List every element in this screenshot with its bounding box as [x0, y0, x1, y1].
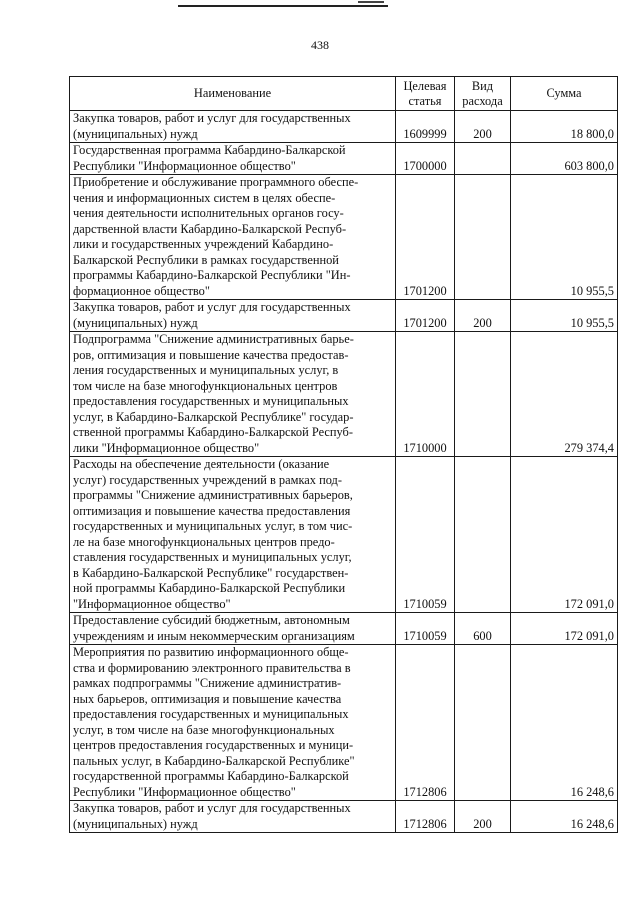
table-body — [70, 111, 618, 833]
row-expense-type — [455, 175, 511, 300]
top-rule — [178, 5, 388, 7]
table-row — [70, 332, 618, 457]
row-sum: 603 800,0 — [511, 143, 618, 175]
table-row — [70, 645, 618, 801]
row-sum: 172 091,0 — [511, 613, 618, 645]
row-expense-type: 600 — [455, 613, 511, 645]
row-name: Закупка товаров, работ и услуг для государственных (муниципальных) нужд — [70, 111, 396, 143]
header-name: Наименование — [70, 77, 396, 111]
row-name: Приобретение и обслуживание программного обеспе- чения и информационных систем в целях обеспе- чения деятельности исполнительных органов госу- дарственной власти Кабардино-Балкарской Респуб- лики и государственных учреждений Кабардино- Балкарской Республики в рамках государственной программы Кабардино-Балкарской Республики "Ин- формационное общество" — [70, 175, 396, 300]
table-row — [70, 111, 618, 143]
header-sum: Сумма — [511, 77, 618, 111]
row-target-article: 1701200 — [396, 300, 455, 332]
row-sum: 279 374,4 — [511, 332, 618, 457]
header-expense-type: Вид расхода — [455, 77, 511, 111]
row-target-article: 1700000 — [396, 143, 455, 175]
row-target-article: 1712806 — [396, 801, 455, 833]
row-target-article: 1710059 — [396, 457, 455, 613]
table-row — [70, 801, 618, 833]
budget-table — [69, 76, 618, 833]
table-row — [70, 175, 618, 300]
row-name: Закупка товаров, работ и услуг для государственных (муниципальных) нужд — [70, 300, 396, 332]
row-expense-type — [455, 457, 511, 613]
row-expense-type: 200 — [455, 111, 511, 143]
row-target-article: 1710059 — [396, 613, 455, 645]
row-name: Мероприятия по развитию информационного обще- ства и формированию электронного правительства в рамках подпрограммы "Снижение административ- ных барьеров, оптимизация и повышение качества предоставления государственных и муниципальных услуг, в том числе на базе многофункциональных центров предоставления государственных и муници- пальных услуг, в Кабардино-Балкарской Республике" государственной программы Кабардино-Балкарской Республики "Информационное общество" — [70, 645, 396, 801]
row-target-article: 1710000 — [396, 332, 455, 457]
row-name: Государственная программа Кабардино-Балкарской Республики "Информационное общество" — [70, 143, 396, 175]
table-header — [70, 77, 618, 111]
row-expense-type: 200 — [455, 300, 511, 332]
row-name: Закупка товаров, работ и услуг для государственных (муниципальных) нужд — [70, 801, 396, 833]
top-rule-accent — [358, 1, 384, 3]
row-expense-type — [455, 645, 511, 801]
row-sum: 16 248,6 — [511, 645, 618, 801]
table-row — [70, 143, 618, 175]
header-row — [70, 77, 618, 111]
row-expense-type — [455, 332, 511, 457]
row-target-article: 1712806 — [396, 645, 455, 801]
row-expense-type — [455, 143, 511, 175]
row-sum: 172 091,0 — [511, 457, 618, 613]
row-sum: 10 955,5 — [511, 300, 618, 332]
row-target-article: 1609999 — [396, 111, 455, 143]
table-row — [70, 613, 618, 645]
row-target-article: 1701200 — [396, 175, 455, 300]
table-row — [70, 300, 618, 332]
row-name: Расходы на обеспечение деятельности (оказание услуг) государственных учреждений в рамках под- программы "Снижение административных барьеров, оптимизация и повышение качества предоставления государственных и муниципальных услуг, в том чис- ле на базе многофункциональных центров предо- ставления государственных и муниципальных услуг, в Кабардино-Балкарской Республике" государствен- ной программы Кабардино-Балкарской Республики "Информационное общество" — [70, 457, 396, 613]
table-row — [70, 457, 618, 613]
row-name: Предоставление субсидий бюджетным, автономным учреждениям и иным некоммерческим организациям — [70, 613, 396, 645]
row-name: Подпрограмма "Снижение административных барье- ров, оптимизация и повышение качества предостав- ления государственных и муниципальных услуг, в том числе на базе многофункциональных центров предоставления государственных и муниципальных услуг, в Кабардино-Балкарской Республике" государ- ственной программы Кабардино-Балкарской Респуб- лики "Информационное общество" — [70, 332, 396, 457]
header-target-article: Целевая статья — [396, 77, 455, 111]
row-sum: 18 800,0 — [511, 111, 618, 143]
page-number: 438 — [311, 38, 329, 52]
row-sum: 16 248,6 — [511, 801, 618, 833]
row-sum: 10 955,5 — [511, 175, 618, 300]
row-expense-type: 200 — [455, 801, 511, 833]
